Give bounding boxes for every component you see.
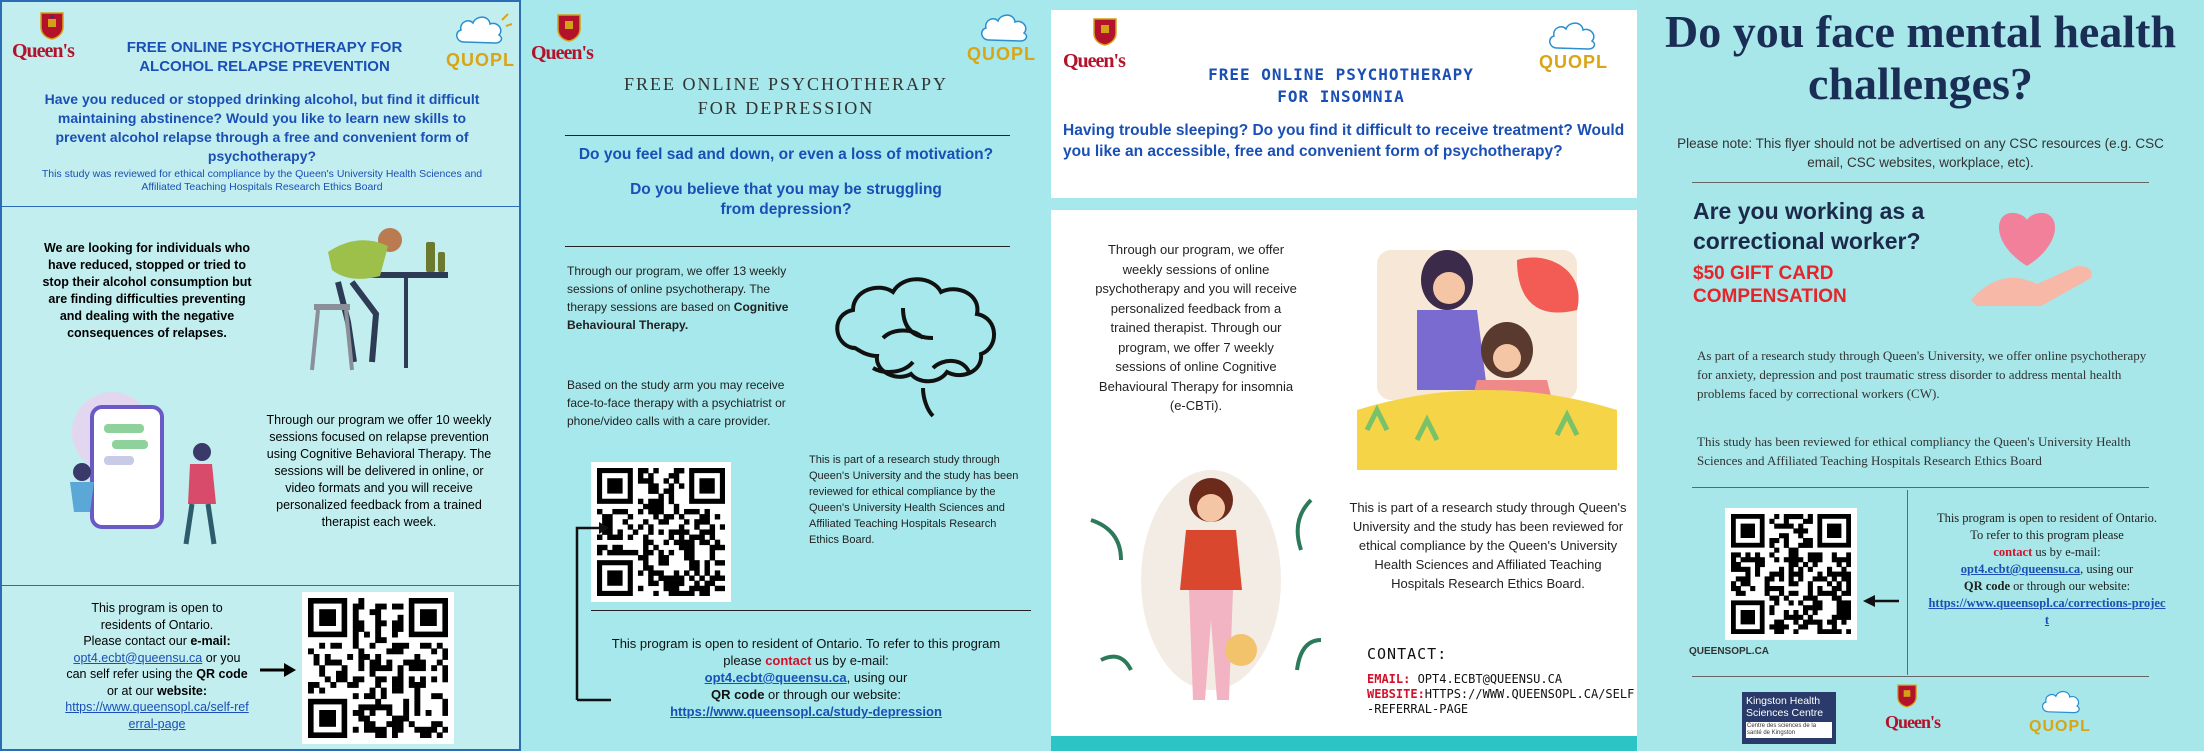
program-description: Through our program we offer 10 weekly sessions focused on relapse prevention using Cognitive Behavioral Therapy. The sessions will be delivered in online, or video formats and you will receive personalized feedback from a trained therapist each week. <box>266 413 492 529</box>
website-link[interactable]: HTTPS://WWW.QUEENSOPL.CA/SELF-REFERRAL-PAGE <box>1367 687 1635 716</box>
email-link[interactable]: OPT4.ECBT@QUEENSU.CA <box>1410 672 1563 686</box>
queens-crest-icon <box>1897 684 1917 708</box>
contact-details: EMAIL: OPT4.ECBT@QUEENSU.CA WEBSITE:HTTPS://WWW.QUEENSOPL.CA/SELF-REFERRAL-PAGE <box>1367 672 1635 716</box>
quopl-logo-text: QUOPL <box>446 50 516 70</box>
cloud-brain-icon <box>977 6 1039 50</box>
divider <box>1692 676 2149 677</box>
queens-crest-icon <box>1093 18 1117 46</box>
queens-crest-icon <box>40 12 64 40</box>
flyer-insomnia <box>1051 0 1637 751</box>
study-arm-text: Based on the study arm you may receive face-to-face therapy with a psychiatrist or phone/video calls with a care provider. <box>567 378 786 428</box>
flyer-alcohol-relapse <box>0 0 521 751</box>
queens-logo-text: Queen's <box>1063 50 1125 72</box>
target-question: Are you working as a correctional worker? <box>1693 198 1925 254</box>
flyer-title: FREE ONLINE PSYCHOTHERAPY FOR DEPRESSION <box>623 74 949 118</box>
qr-code[interactable] <box>591 462 731 602</box>
program-description: Through our program, we offer 13 weekly sessions of online psychotherapy. The therapy sessions are based on Cognitive Behavioural Therapy. <box>567 264 789 332</box>
compensation-text: $50 GIFT CARD COMPENSATION <box>1693 263 1847 307</box>
qr-caption: QUEENSOPL.CA <box>1689 646 1770 657</box>
flyer-depression <box>521 0 1051 751</box>
flyer-title: FREE ONLINE PSYCHOTHERAPY FOR ALCOHOL RELAPSE PREVENTION <box>126 39 403 75</box>
website-label-line: or at our website: <box>106 683 208 698</box>
contact-block: This program is open to resident of Ontario. To refer to this program please contact us by e-mail: opt4.ecbt@queensu.ca, using our QR code or through our website: https://www.queensopl.ca/corrections-project <box>1928 511 2166 627</box>
queens-logo-text: Queen's <box>531 42 593 64</box>
email-link[interactable]: opt4.ecbt@queensu.ca <box>704 670 847 685</box>
intro-question: Having trouble sleeping? Do you find it difficult to receive treatment? Would you like an accessible, free and convenient form of psychotherapy? <box>1063 122 1625 160</box>
intro-question: Have you reduced or stopped drinking alcohol, but find it difficult maintaining abstinence? Would you like to learn new skills to prevent alcohol relapse through a free and convenient form of psychotherapy? <box>44 91 480 164</box>
flyer-title: Do you face mental health challenges? <box>1664 6 2177 109</box>
qr-code[interactable] <box>302 592 454 744</box>
flyer-correctional-workers <box>1637 0 2204 751</box>
top-band <box>1051 0 1637 10</box>
ethics-note: This study was reviewed for ethical compliance by the Queen's University Health Sciences and Affiliated Teaching Hospitals Research Ethics Board <box>41 168 483 193</box>
contact-block <box>42 600 272 732</box>
cloud-brain-icon <box>1545 14 1607 58</box>
phone-chat-illustration-icon <box>52 372 232 562</box>
queens-logo-text: Queen's <box>12 40 74 62</box>
flyer-title: FREE ONLINE PSYCHOTHERAPY FOR INSOMNIA <box>1208 65 1474 106</box>
question-2: Do you believe that you may be struggling from depression? <box>630 181 942 218</box>
divider <box>565 246 1010 247</box>
self-refer-line: can self refer using the QR code <box>66 667 248 681</box>
person-drinking-illustration-icon <box>308 212 458 372</box>
research-note: This is part of a research study through Queen's University and the study has been reviewed for ethical compliance by the Queen's University Health Sciences and Affiliated Teaching Hospitals Research Ethics Board. <box>1349 500 1627 591</box>
couple-in-bed-illustration-icon <box>1357 240 1617 470</box>
study-description: As part of a research study through Queen's University, we offer online psychotherapy for anxiety, depression and post traumatic stress disorder to address mental health problems faced by correctional workers (CW). <box>1697 348 2147 401</box>
woman-lying-illustration-icon <box>1071 460 1351 720</box>
divider <box>2 206 519 207</box>
email-line: opt4.ecbt@queensu.ca or you <box>73 650 241 665</box>
divider <box>2 585 519 586</box>
open-line-2: residents of Ontario. <box>100 617 214 632</box>
contact-block: This program is open to resident of Ontario. To refer to this program please contact us by e-mail: opt4.ecbt@queensu.ca, using our QR code or through our website: https://www.queensopl.ca/study-depression <box>611 636 1001 719</box>
ethics-note: This study has been reviewed for ethical compliancy the Queen's University Health Sciences and Affiliated Teaching Hospitals Research Ethics Board <box>1697 434 2131 468</box>
vertical-divider <box>1907 490 1908 675</box>
question-1: Do you feel sad and down, or even a loss of motivation? <box>578 146 994 163</box>
middle-band <box>1051 198 1637 210</box>
open-line-1: This program is open to <box>91 601 223 615</box>
website-link[interactable]: https://www.queensopl.ca/study-depression <box>670 704 942 719</box>
cloud-brain-icon <box>2037 684 2091 720</box>
divider <box>591 610 1031 611</box>
quopl-logo-text: QUOPL <box>1539 52 1609 72</box>
divider <box>1692 182 2149 183</box>
queens-logo-text: Queen's <box>1885 712 1941 732</box>
program-description: Through our program, we offer weekly sessions of online psychotherapy and you will receive personalized feedback from a trained therapist. Through our program, we offer 7 weekly sessions of online Cognitive Behavioural Therapy for insomnia (e-CBTi). <box>1095 242 1297 413</box>
website-link[interactable]: https://www.queensopl.ca/self-referral-page <box>65 700 249 731</box>
contact-heading: CONTACT: <box>1367 645 1448 663</box>
queens-crest-icon <box>557 14 581 42</box>
website-link[interactable]: https://www.queensopl.ca/corrections-project <box>1928 596 2166 627</box>
email-link[interactable]: opt4.ecbt@queensu.ca <box>73 650 203 665</box>
contact-line: Please contact our e-mail: <box>83 634 231 648</box>
arrow-right-icon <box>258 660 298 680</box>
bottom-band <box>1051 736 1637 751</box>
arrow-left-icon <box>1861 593 1901 609</box>
email-link[interactable]: opt4.ecbt@queensu.ca <box>1960 562 2081 576</box>
cloud-brain-icon <box>452 8 514 52</box>
advertising-note: Please note: This flyer should not be advertised on any CSC resources (e.g. CSC email, CSC websites, workplace, etc). <box>1677 136 2164 170</box>
heart-in-hand-icon <box>1967 196 2097 316</box>
research-note: This is part of a research study through Queen's University and the study has been reviewed for ethical compliance by the Queen's University Health Sciences and Affiliated Teaching Hospitals Research Ethics Board. <box>809 454 1019 546</box>
brain-outline-icon <box>813 268 1023 418</box>
divider <box>1692 487 2149 488</box>
divider <box>565 135 1010 136</box>
qr-code[interactable] <box>1725 508 1857 640</box>
eligibility-text: We are looking for individuals who have reduced, stopped or tried to stop their alcohol consumption but are finding difficulties preventing and dealing with the negative consequences of relapses. <box>42 241 252 340</box>
quopl-logo-text: QUOPL <box>2029 718 2091 735</box>
quopl-logo-text: QUOPL <box>967 44 1037 64</box>
khsc-logo: Kingston Health Sciences Centre Centre des sciences de la santé de Kingston <box>1742 692 1836 744</box>
